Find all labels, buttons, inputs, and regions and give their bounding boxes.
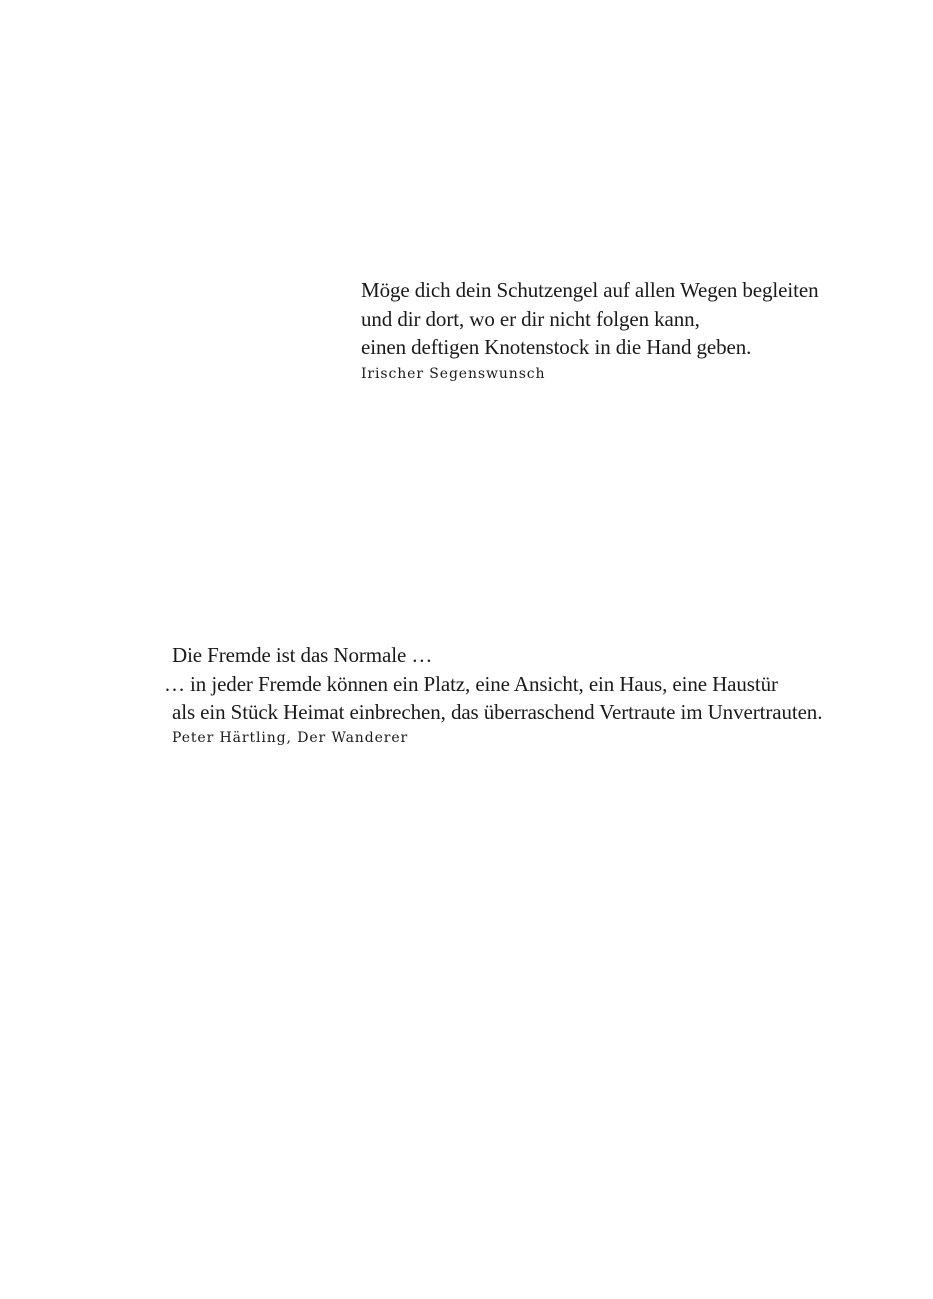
quote-irish-blessing — [361, 276, 921, 384]
quote-line: und dir dort, wo er dir nicht folgen kann, — [361, 306, 700, 331]
quote-line: als ein Stück Heimat einbrechen, das überraschend Vertraute im Unvertrauten. — [172, 700, 823, 724]
quote-line: Möge dich dein Schutzengel auf allen Wegen begleiten — [361, 278, 819, 302]
quote-attribution: Peter Härtling, Der Wanderer — [172, 729, 409, 746]
quote-line: Die Fremde ist das Normale … — [172, 643, 433, 667]
quote-haertling — [164, 641, 924, 748]
quote-attribution: Irischer Segenswunsch — [361, 365, 546, 382]
quote-line: einen deftigen Knotenstock in die Hand geben. — [361, 335, 752, 359]
quote-line: … in jeder Fremde können ein Platz, eine Ansicht, ein Haus, eine Haustür — [164, 671, 778, 696]
